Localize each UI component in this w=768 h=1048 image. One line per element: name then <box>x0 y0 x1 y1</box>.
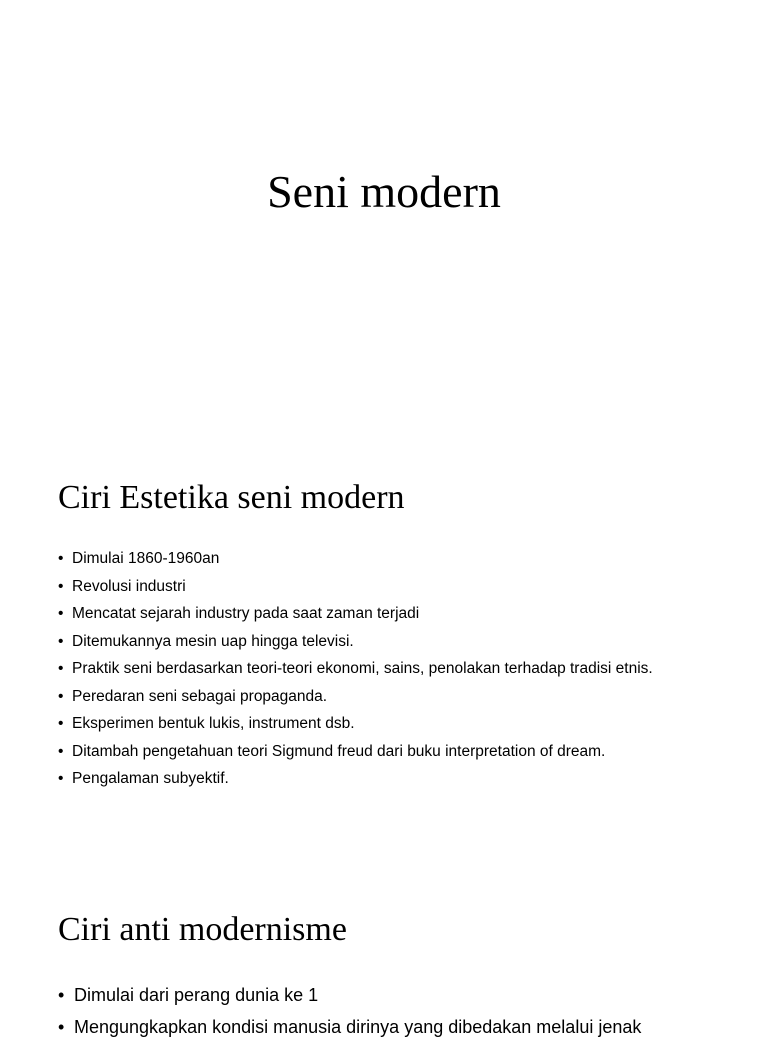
bullet-icon: • <box>58 550 64 567</box>
list-item <box>58 769 708 788</box>
bullet-icon: • <box>58 742 64 760</box>
slide-anti-modernisme <box>0 864 768 1037</box>
bullet-icon: • <box>58 985 65 1005</box>
bullet-icon: • <box>58 660 64 677</box>
bullet-list <box>58 984 748 1048</box>
bullet-list <box>58 549 708 797</box>
list-item-text: Mengungkapkan kondisi manusia dirinya yang dibedakan melalui jenak <box>74 1017 642 1037</box>
list-item <box>58 742 708 761</box>
list-item-text: Praktik seni berdasarkan teori-teori ekonomi, sains, penolakan terhadap tradisi etnis. <box>72 660 653 677</box>
list-item <box>58 577 708 596</box>
list-item <box>58 1016 748 1038</box>
list-item <box>58 659 708 678</box>
list-item-text: Ditambah pengetahuan teori Sigmund freud dari buku interpretation of dream. <box>72 742 606 760</box>
list-item-text: Pengalaman subyektif. <box>72 770 229 787</box>
list-item <box>58 687 708 706</box>
list-item-text: Dimulai dari perang dunia ke 1 <box>74 985 319 1005</box>
list-item <box>58 984 748 1006</box>
list-item <box>58 549 708 568</box>
bullet-icon: • <box>58 1017 65 1037</box>
list-item <box>58 604 708 623</box>
slide-heading: Ciri Estetika seni modern <box>58 479 405 516</box>
bullet-icon: • <box>58 770 64 787</box>
list-item <box>58 714 708 733</box>
list-item <box>58 632 708 651</box>
list-item-text: Mencatat sejarah industry pada saat zaman terjadi <box>72 605 420 622</box>
bullet-icon: • <box>58 577 64 595</box>
list-item-text: Eksperimen bentuk lukis, instrument dsb. <box>72 715 355 732</box>
list-item-text: Peredaran seni sebagai propaganda. <box>72 687 328 705</box>
presentation-title: Seni modern <box>267 166 501 217</box>
bullet-icon: • <box>58 687 64 705</box>
list-item-text: Ditemukannya mesin uap hingga televisi. <box>72 632 354 650</box>
slide-ciri-estetika <box>0 432 768 864</box>
slide-heading: Ciri anti modernisme <box>58 911 347 948</box>
bullet-icon: • <box>58 605 64 622</box>
list-item-text: Revolusi industri <box>72 577 186 595</box>
bullet-icon: • <box>58 715 64 732</box>
bullet-icon: • <box>58 632 64 650</box>
list-item-text: Dimulai 1860-1960an <box>72 550 220 567</box>
slide-title <box>0 0 768 432</box>
